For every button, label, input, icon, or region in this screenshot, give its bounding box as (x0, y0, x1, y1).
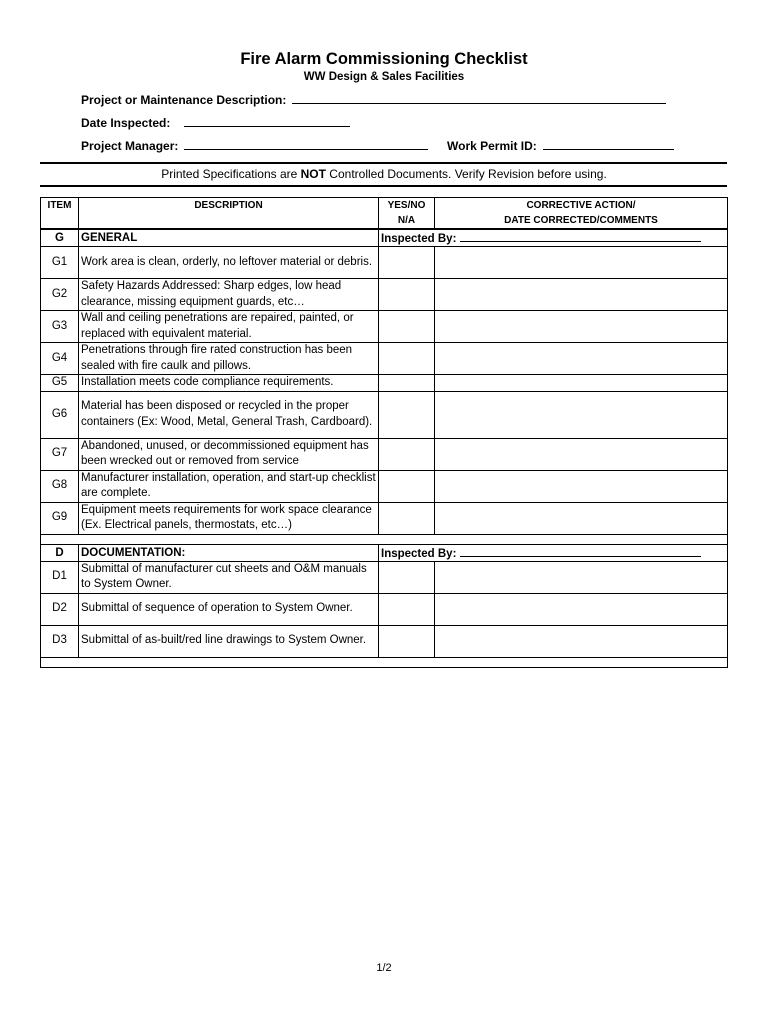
header-corrective-line2: DATE CORRECTED/COMMENTS (504, 215, 658, 226)
table-row (41, 593, 728, 625)
item-code: G5 (41, 375, 79, 392)
corrective-action-cell[interactable] (435, 625, 728, 657)
item-code: G8 (41, 470, 79, 502)
spacer-cell (41, 534, 728, 544)
corrective-action-cell[interactable] (435, 593, 728, 625)
yesno-cell[interactable] (379, 593, 435, 625)
yesno-cell[interactable] (379, 561, 435, 593)
project-description-row (81, 92, 666, 107)
item-description: Equipment meets requirements for work space clearance (Ex. Electrical panels, thermostats, etc…) (79, 502, 379, 534)
yesno-cell[interactable] (379, 247, 435, 279)
yesno-cell[interactable] (379, 311, 435, 343)
section-row-general (41, 229, 728, 247)
item-description: Abandoned, unused, or decommissioned equipment has been wrecked out or removed from service (79, 438, 379, 470)
section-title: DOCUMENTATION: (79, 544, 379, 561)
item-code: G9 (41, 502, 79, 534)
item-code: G7 (41, 438, 79, 470)
inspected-by-label: Inspected By: (381, 547, 457, 560)
spacer-cell (41, 657, 728, 667)
item-description: Manufacturer installation, operation, and start-up checklist are complete. (79, 470, 379, 502)
yesno-cell[interactable] (379, 438, 435, 470)
item-code: D3 (41, 625, 79, 657)
item-description: Submittal of manufacturer cut sheets and O&M manuals to System Owner. (79, 561, 379, 593)
corrective-action-cell[interactable] (435, 391, 728, 438)
table-row (41, 375, 728, 392)
page-subtitle: WW Design & Sales Facilities (303, 71, 465, 83)
page-number: 1/2 (376, 962, 392, 974)
corrective-action-cell[interactable] (435, 247, 728, 279)
spacer-row (41, 657, 728, 667)
item-description: Wall and ceiling penetrations are repaired, painted, or replaced with equivalent material. (79, 311, 379, 343)
header-row (41, 198, 728, 230)
notice-text-end: Controlled Documents. Verify Revision before using. (325, 167, 607, 181)
yesno-cell[interactable] (379, 375, 435, 392)
table-row (41, 311, 728, 343)
inspected-by-field[interactable] (460, 230, 701, 242)
section-row-documentation (41, 544, 728, 561)
inspected-by (379, 229, 728, 247)
corrective-action-cell[interactable] (435, 470, 728, 502)
item-code: D2 (41, 593, 79, 625)
section-code: D (41, 544, 79, 561)
divider-bottom (40, 185, 727, 187)
table-row (41, 343, 728, 375)
date-inspected-row (81, 115, 350, 130)
inspected-by-field[interactable] (460, 545, 701, 557)
project-manager-row (81, 138, 428, 153)
table-row (41, 247, 728, 279)
item-code: G2 (41, 279, 79, 311)
notice-emphasis: NOT (300, 167, 326, 181)
notice-text: Printed Specifications are (161, 167, 301, 181)
controlled-documents-notice (0, 167, 768, 181)
item-code: G6 (41, 391, 79, 438)
item-code: D1 (41, 561, 79, 593)
item-description: Safety Hazards Addressed: Sharp edges, low head clearance, missing equipment guards, etc… (79, 279, 379, 311)
header-corrective (435, 198, 728, 230)
yesno-cell[interactable] (379, 625, 435, 657)
header-item: ITEM (41, 198, 79, 230)
date-inspected-field[interactable] (184, 115, 350, 127)
work-permit-label: Work Permit ID: (447, 139, 537, 153)
item-description: Submittal of sequence of operation to System Owner. (79, 593, 379, 625)
table-row (41, 502, 728, 534)
project-manager-label: Project Manager: (81, 139, 179, 153)
yesno-cell[interactable] (379, 470, 435, 502)
item-description: Work area is clean, orderly, no leftover material or debris. (79, 247, 379, 279)
corrective-action-cell[interactable] (435, 279, 728, 311)
divider-top (40, 162, 727, 164)
header-yesno (379, 198, 435, 230)
project-description-label: Project or Maintenance Description: (81, 93, 287, 107)
section-code: G (41, 229, 79, 247)
checklist-table (40, 197, 728, 668)
date-inspected-label: Date Inspected: (81, 116, 171, 130)
corrective-action-cell[interactable] (435, 438, 728, 470)
table-row (41, 438, 728, 470)
table-row (41, 470, 728, 502)
item-description: Penetrations through fire rated construction has been sealed with fire caulk and pillows. (79, 343, 379, 375)
project-description-field[interactable] (292, 92, 666, 104)
inspected-by-label: Inspected By: (381, 233, 457, 245)
inspected-by (379, 544, 728, 561)
table-row (41, 625, 728, 657)
corrective-action-cell[interactable] (435, 311, 728, 343)
section-title: GENERAL (79, 229, 379, 247)
corrective-action-cell[interactable] (435, 343, 728, 375)
table-row (41, 279, 728, 311)
project-manager-field[interactable] (184, 138, 428, 150)
yesno-cell[interactable] (379, 343, 435, 375)
corrective-action-cell[interactable] (435, 561, 728, 593)
header-description: DESCRIPTION (79, 198, 379, 230)
item-code: G4 (41, 343, 79, 375)
item-description: Material has been disposed or recycled in the proper containers (Ex: Wood, Metal, General Trash, Cardboard). (79, 391, 379, 438)
item-code: G1 (41, 247, 79, 279)
spacer-row (41, 534, 728, 544)
item-description: Installation meets code compliance requirements. (79, 375, 379, 392)
header-corrective-line1: CORRECTIVE ACTION/ (526, 200, 636, 211)
corrective-action-cell[interactable] (435, 375, 728, 392)
header-yesno-line2: N/A (397, 215, 416, 226)
work-permit-row (447, 138, 674, 153)
table-row (41, 561, 728, 593)
item-description: Submittal of as-built/red line drawings to System Owner. (79, 625, 379, 657)
yesno-cell[interactable] (379, 502, 435, 534)
header-yesno-line1: YES/NO (387, 200, 426, 211)
yesno-cell[interactable] (379, 391, 435, 438)
corrective-action-cell[interactable] (435, 502, 728, 534)
work-permit-field[interactable] (543, 138, 674, 150)
yesno-cell[interactable] (379, 279, 435, 311)
page-title: Fire Alarm Commissioning Checklist (240, 50, 528, 68)
table-row (41, 391, 728, 438)
item-code: G3 (41, 311, 79, 343)
